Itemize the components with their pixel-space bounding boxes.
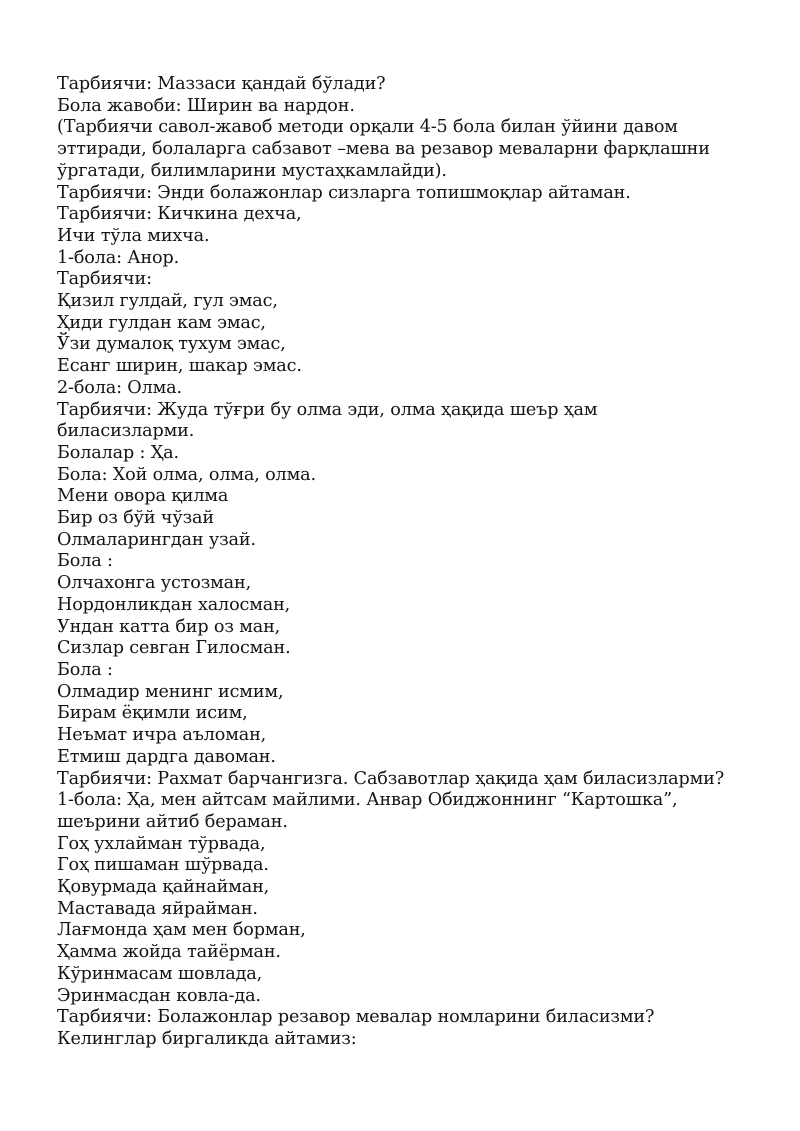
text-line: Олчахонга устозман, (57, 573, 252, 594)
text-line: Келинглар биргаликда айтамиз: (57, 1028, 357, 1049)
text-line: Қовурмада қайнайман, (57, 877, 270, 898)
text-line: Бола жавоби: Ширин ва нардон. (57, 95, 355, 116)
text-line: Тарбиячи: Маззаси қандай бўлади? (57, 74, 386, 94)
text-line: Сизлар севган Гилосман. (57, 638, 291, 659)
text-line: шеърини айтиб бераман. (57, 811, 288, 832)
text-line: Неъмат ичра аъломан, (57, 725, 267, 746)
text-line: 2-бола: Олма. (57, 377, 182, 398)
text-line: Қизил гулдай, гул эмас, (57, 291, 278, 312)
text-line: Ундан катта бир оз ман, (57, 616, 281, 637)
text-line: ўргатади, билимларини мустаҳкамлайди). (57, 160, 447, 181)
text-line: Ўзи думалоқ тухум эмас, (57, 334, 286, 355)
text-line: Лағмонда ҳам мен борман, (57, 920, 306, 941)
text-line: Эринмасдан ковла-да. (57, 985, 261, 1006)
text-line: Кўринмасам шовлада, (57, 963, 263, 984)
text-line: Есанг ширин, шакар эмас. (57, 356, 302, 377)
document-body (57, 74, 757, 1051)
text-line: Бирам ёқимли исим, (57, 703, 248, 724)
text-line: 1-бола: Ҳа, мен айтсам майлими. Анвар Обиджоннинг “Картошка”, (57, 790, 678, 811)
text-line: Нордонликдан халосман, (57, 594, 291, 615)
text-line: Ҳамма жойда тайёрман. (57, 942, 281, 963)
text-line: (Тарбиячи савол-жавоб методи орқали 4-5 бола билан ўйини давом (57, 117, 678, 138)
text-line: Етмиш дардга давоман. (57, 746, 276, 767)
text-line: 1-бола: Анор. (57, 247, 180, 268)
text-line: Тарбиячи: Болажонлар резавор мевалар номларини биласизми? (57, 1007, 655, 1028)
text-line: Ичи тўла михча. (57, 225, 210, 246)
text-line: Маставада яйрайман. (57, 898, 258, 919)
text-line: Гоҳ ухлайман тўрвада, (57, 833, 266, 854)
text-line: Гоҳ пишаман шўрвада. (57, 855, 269, 876)
text-line: Тарбиячи: Энди болажонлар сизларга топишмоқлар айтаман. (57, 182, 631, 203)
text-line: Тарбиячи: Жуда тўғри бу олма эди, олма ҳақида шеър ҳам (57, 399, 598, 420)
text-line: биласизларми. (57, 421, 195, 442)
text-line: Бола: Хой олма, олма, олма. (57, 464, 316, 485)
text-line: Тарбиячи: Рахмат барчангизга. Сабзавотлар ҳақида ҳам биласизларми? (57, 768, 724, 789)
text-line: Олмадир менинг исмим, (57, 681, 284, 702)
text-line: Тарбиячи: Кичкина дехча, (57, 204, 302, 225)
text-line: Олмаларингдан узай. (57, 529, 256, 550)
text-line: Бир оз бўй чўзай (57, 508, 214, 529)
text-line: Мени овора қилма (57, 486, 229, 507)
text-line: Болалар : Ҳа. (57, 442, 179, 463)
text-line: Бола : (57, 551, 113, 572)
text-line: Бола : (57, 659, 113, 680)
text-line: Ҳиди гулдан кам эмас, (57, 312, 266, 333)
text-line: Тарбиячи: (57, 269, 152, 290)
text-line: эттиради, болаларга сабзавот –мева ва резавор меваларни фарқлашни (57, 139, 710, 160)
